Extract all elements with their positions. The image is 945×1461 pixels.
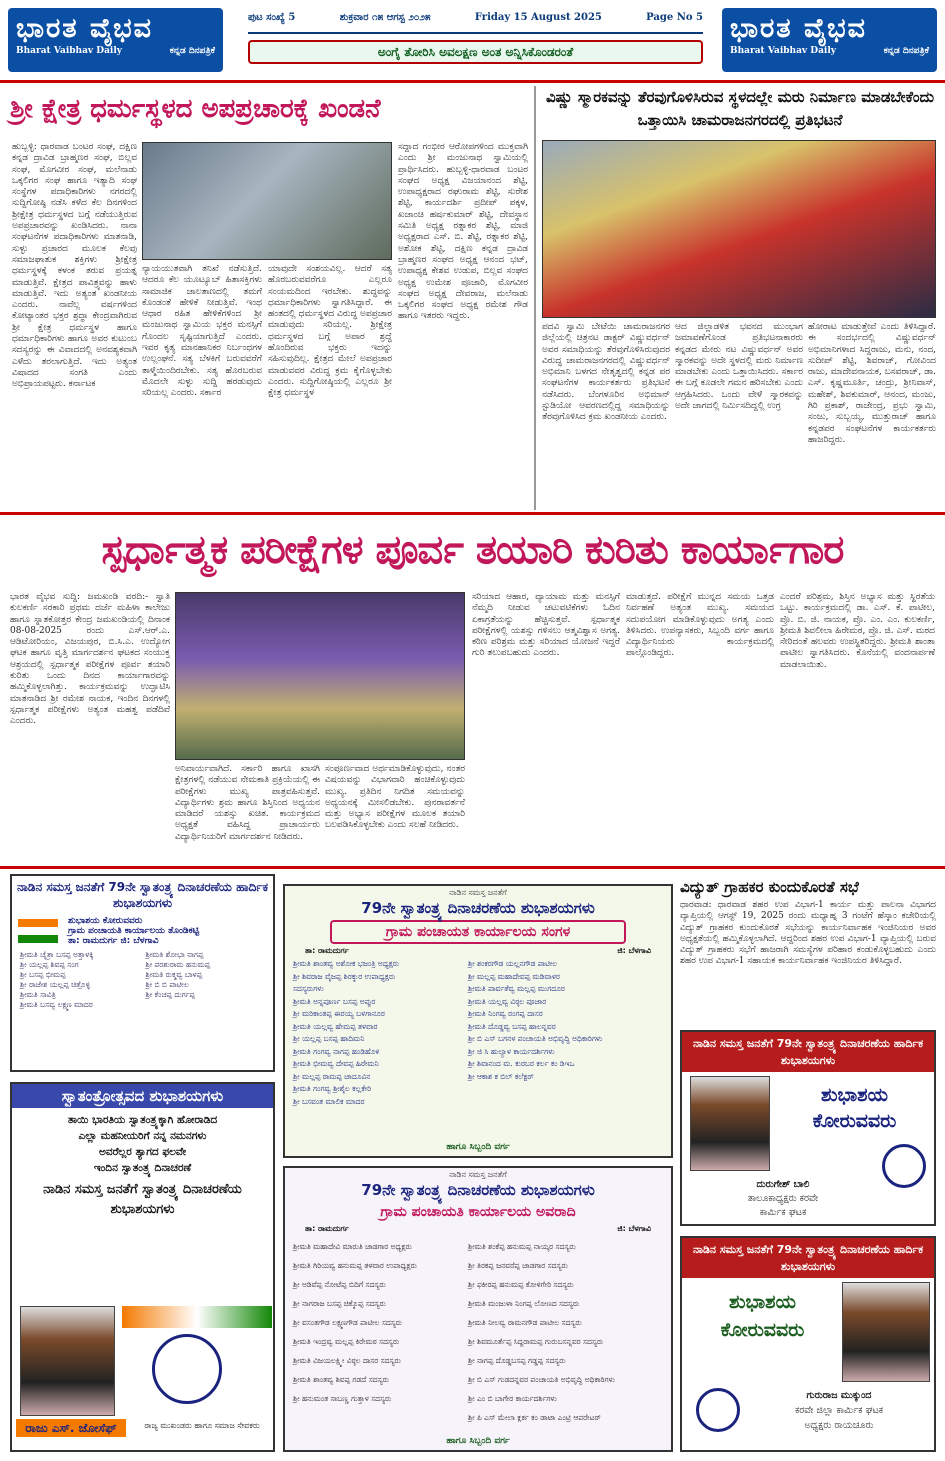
ad-name-list-right: [468, 958, 663, 1108]
list-item: ಶ್ರೀಮತಿ ಶಾಂತವ್ವ ಅಶೋಕ ಭಜಂತ್ರಿ ಅಧ್ಯಕ್ಷರು: [293, 959, 400, 968]
story2-headline: ವಿಷ್ಣು ಸ್ಮಾರಕವನ್ನು ತೆರವುಗೊಳಿಸಿರುವ ಸ್ಥಳದಲ್ಲೇ ಮರು ನಿರ್ಮಾಣ ಮಾಡಬೇಕೆಂದು ಒತ್ತಾಯಿಸಿ ಚಾಮರಾಜನಗರದಲ್ಲಿ ಪ್ರತಿಭಟನೆ: [545, 88, 935, 129]
ad-name-list: [12, 948, 273, 1012]
list-item: ಶ್ರೀಮತಿ ವಿಜಯಲಕ್ಷ್ಮೀ ವಿಠ್ಠಲ ದಾಸರ ಸದಸ್ಯರು: [293, 1356, 401, 1365]
ad-name-list-left: [293, 958, 468, 1108]
ad-footer: ಹಾಗೂ ಸಿಬ್ಬಂದಿ ವರ್ಗ: [446, 1436, 510, 1446]
ad-greeting: ಶುಭಾಶಯ ಕೋರುವವರು: [812, 1084, 897, 1132]
ad-person-role: ಕರವೇ ಜಿಲ್ಲಾ ಕಾರ್ಮಿಕ ಘಟಕ: [794, 1405, 884, 1416]
list-item: ಶ್ರೀ ತಿರಕಪ್ಪ ಜನವರೆಪ್ಪ ಜಾಡಗಾರ ಸದಸ್ಯರು: [468, 1261, 568, 1270]
list-item: ಶ್ರೀ ಜಿ ಸಿ ಹುಲ್ಯಾಳ ಕಾರ್ಯದರ್ಶಿಗಳು: [468, 1046, 555, 1056]
ad-heading: 79ನೇ ಸ್ವಾತಂತ್ರ್ಯ ದಿನಾಚರಣೆಯ ಶುಭಾಶಯಗಳು: [361, 1181, 595, 1199]
masthead-rule: [0, 80, 945, 83]
story3-column-1: ಭಾರತ ವೈಭವ ಸುದ್ದಿ: ಜಮಖಂಡಿ ವರದಿ:- ಸ್ವಾತಿ ಕುಲಕರ್ಣಿ ಸರಕಾರಿ ಪ್ರಥಮ ದರ್ಜೆ ಮಹಿಳಾ ಕಾಲೇಜು ಹಾಗೂ ಸ್ನಾತಕೋತ್ತರ ಕೇಂದ್ರ ಜಮಖಂಡಿಯಲ್ಲಿ ದಿನಾಂಕ 08-08-2025 ರಂದು ಎಸ್.ಆರ್.ಎ. ಆಡಿಟೋರಿಯಂ, ವಿಜಯಪುರ, ಬಿ.ಸಿ.ಎ. ಉದ್ಯೋಗ ಘಟಕ ಹಾಗೂ ವೃತ್ತಿ ಮಾರ್ಗದರ್ಶನ ಘಟಕದ ಸಂಯುಕ್ತ ಆಶ್ರಯದಲ್ಲಿ ಸ್ಪರ್ಧಾತ್ಮಕ ಪರೀಕ್ಷೆಗಳ ಪೂರ್ವ ತಯಾರಿ ಕುರಿತು ಒಂದು ದಿನದ ಕಾರ್ಯಾಗಾರವನ್ನು ಹಮ್ಮಿಕೊಳ್ಳಲಾಗಿತ್ತು. ಕಾರ್ಯಕ್ರಮವನ್ನು ಉದ್ಘಾಟಿಸಿ ಮಾತನಾಡಿದ ಶ್ರೀ ರಮೇಶ ನಾಯಕ, ಇಂದಿನ ದಿನಗಳಲ್ಲಿ ಸ್ಪರ್ಧಾತ್ಮಕ ಪರೀಕ್ಷೆಗಳು ಅತ್ಯಂತ ಮಹತ್ವ ಪಡೆದಿವೆ ಎಂದರು.: [10, 592, 170, 727]
ad-sangala: [283, 884, 673, 1158]
ad-greeting: ನಾಡಿನ ಸಮಸ್ತ ಜನತೆಗೆ ಸ್ವಾತಂತ್ರ್ಯ ದಿನಾಚರಣೆಯ ಶುಭಾಶಯಗಳು: [43, 1182, 242, 1217]
ad-footer: ಹಾಗೂ ಸಿಬ್ಬಂದಿ ವರ್ಗ: [446, 1142, 510, 1152]
page-number: Page No 5: [646, 11, 703, 23]
section-rule: [0, 512, 945, 515]
story3-column-6: ಎಂದರೆ ಪರಿಶ್ರಮ, ಶಿಸ್ತಿನ ಅಭ್ಯಾಸ ಮತ್ತು ಸ್ಥಿರತೆಯ ಒಟ್ಟು. ಕಾರ್ಯಕ್ರಮದಲ್ಲಿ ಡಾ. ಎಸ್. ಕೆ. ಪಾಟೀಲ, ಪ್ರೊ. ಬಿ. ಜಿ. ನಾಯಕ, ಪ್ರೊ. ಎಂ. ಎಂ. ಕುಲಕರ್ಣಿ, ಶ್ರೀಮತಿ ಶಿವಲೀಲಾ ಹಿರೇಮಠ, ಪ್ರೊ. ಜಿ. ಎಸ್. ಮಠದ ಸೇರಿದಂತೆ ಹಲವರು ಉಪಸ್ಥಿತರಿದ್ದರು. ಶ್ರೀಮತಿ ಶಾಂತಾ ಪಾಟೀಲ ಸ್ವಾಗತಿಸಿದರು. ಕೊನೆಯಲ್ಲಿ ವಂದನಾರ್ಪಣೆ ಮಾಡಲಾಯಿತು.: [780, 592, 935, 670]
ad-district: ಜಿ: ಬೆಳಗಾವಿ: [617, 1224, 651, 1233]
list-item: ಶ್ರೀ ಬಿ ಎಸ್ ಗುಡದನ್ನವರ ಪಂಚಾಯತಿ ಅಭಿವೃದ್ಧಿ ಅಧಿಕಾರಿಗಳು: [468, 1375, 616, 1384]
ad-signatory: [746, 1388, 932, 1433]
ad-person-name: ಗುರುರಾಜ ಮುಕ್ಕುಂದ: [806, 1390, 872, 1401]
list-item: ಶ್ರೀ ಎಂ ಬಿ ಬಾಗೇರ ಕಾರ್ಯದರ್ಶಿಗಳು: [468, 1394, 557, 1403]
list-item: ಶ್ರೀ ನಾಗಪ್ಪ ದೊಡ್ಡಬಸಪ್ಪ ಗಡ್ಡಪ್ಪ ಸದಸ್ಯರು: [468, 1356, 566, 1365]
ad-office: ಗ್ರಾಮ ಪಂಚಾಯತ ಕಾರ್ಯಾಲಯ ಸಂಗಳ: [330, 920, 626, 944]
list-item: ಶ್ರೀ ಶಿವಮೂರ್ತೆಪ್ಪ ಸಿದ್ದರಾಮಪ್ಪ ಗುರುಬಸನ್ನವರ ಸದಸ್ಯರು: [468, 1337, 604, 1346]
list-item: ಶ್ರೀಮತಿ ನಿಂಗವ್ವ ರಂಗಪ್ಪ ದಾಸರ: [468, 1009, 543, 1018]
ad-message: [12, 1108, 273, 1180]
message-line: ಎಲ್ಲಾ ಮಹನೀಯರಿಗೆ ನನ್ನ ನಮನಗಳು: [78, 1130, 207, 1142]
ad-heading: ನಾಡಿನ ಸಮಸ್ತ ಜನತೆಗೆ 79ನೇ ಸ್ವಾತಂತ್ರ್ಯ ದಿನಾಚರಣೆಯ ಹಾರ್ದಿಕ ಶುಭಾಶಯಗಳು: [682, 1032, 934, 1072]
list-item: ಶ್ರೀಮತಿ ಅನ್ನಪೂರ್ಣ ಬಸಪ್ಪ ಅಪ್ಪುರ: [293, 996, 376, 1006]
story2-photo: [542, 140, 936, 318]
story1-column-1: ಹುಬ್ಬಳ್ಳಿ: ಧಾರವಾಡ ಬಂಟರ ಸಂಘ, ದಕ್ಷಿಣ ಕನ್ನಡ ದ್ರಾವಿಡ ಬ್ರಾಹ್ಮಣರ ಸಂಘ, ಬಿಲ್ಲವ ಸಂಘ, ಮೊಗವೀರ ಸಂಘ, ಮಲೆನಾಡು ಒಕ್ಕಲಿಗರ ಸಂಘ ಹಾಗೂ ಇತ್ಯಾದಿ ಸಂಘ ಸಂಸ್ಥೆಗಳ ಪದಾಧಿಕಾರಿಗಳು ನಗರದಲ್ಲಿ ಸುದ್ದಿಗೋಷ್ಠಿ ನಡೆಸಿ ಕಳೆದ ಕೆಲ ದಿನಗಳಿಂದ ಶ್ರೀಕ್ಷೇತ್ರ ಧರ್ಮಸ್ಥಳದ ಬಗ್ಗೆ ನಡೆಯುತ್ತಿರುವ ಅಪಪ್ರಚಾರವನ್ನು ಖಂಡಿಸಿದರು. ನಾನಾ ಸಂಘಟನೆಗಳ ಪದಾಧಿಕಾರಿಗಳು ಮಾತನಾಡಿ, ಸುಳ್ಳು ಪ್ರಚಾರದ ಮೂಲಕ ಕೆಲವು ಸಮಾಜಘಾತುಕ ಶಕ್ತಿಗಳು ಶ್ರೀಕ್ಷೇತ್ರ ಧರ್ಮಸ್ಥಳಕ್ಕೆ ಕಳಂಕ ತರುವ ಪ್ರಯತ್ನ ಮಾಡುತ್ತಿವೆ. ಕ್ಷೇತ್ರದ ಪಾವಿತ್ರ್ಯವನ್ನು ಹಾಳು ಮಾಡುತ್ತಿವೆ. ಇದು ಅತ್ಯಂತ ಖಂಡನೀಯ ಎಂದರು. ನಾವೆಲ್ಲ ವರ್ಷಗಳಿಂದ ಕೋಟ್ಯಾಂತರ ಭಕ್ತರ ಶ್ರದ್ಧಾ ಕೇಂದ್ರವಾಗಿರುವ ಶ್ರೀ ಕ್ಷೇತ್ರ ಧರ್ಮಸ್ಥಳ ಹಾಗೂ ಧರ್ಮಾಧಿಕಾರಿಗಳು ಹಾಗೂ ಅವರ ಕುಟುಂಬ ಸದಸ್ಯರನ್ನು ಈ ವಿವಾದದಲ್ಲಿ ಅನವಶ್ಯಕವಾಗಿ ಎಳೆದು ತರಲಾಗುತ್ತಿದೆ. ಇದು ಅತ್ಯಂತ ವಿಷಾದದ ಸಂಗತಿ ಎಂದು ಅಭಿಪ್ರಾಯಪಟ್ಟರು. ಕರ್ನಾಟಕ: [12, 142, 137, 390]
list-item: ಶ್ರೀ ಬಸಪ್ಪ ಭೀಮಪ್ಪ: [20, 970, 66, 979]
logo-english: Bharat Vaibhav Daily: [16, 46, 122, 56]
list-item: ಶ್ರೀಮತಿ ರುಕ್ಮವ್ವ ಬಾಳಪ್ಪ: [145, 970, 203, 979]
story3-column-3: ಸಂಪೂರ್ಣವಾದ ಅರ್ಥಮಾಡಿಕೊಳ್ಳುವುದು, ನಂತರ ವಿಷಯವನ್ನು ವಿಭಾಗವಾರಿ ಹಂಚಿಕೊಳ್ಳುವುದು ಮುಖ್ಯ. ಪ್ರತಿದಿನ ನಿಗದಿತ ಸಮಯವನ್ನು ಅಧ್ಯಯನಕ್ಕೆ ಮೀಸಲಿಡಬೇಕು. ಪುನರಾವರ್ತನೆ ಮತ್ತು ಅಭ್ಯಾಸ ಪರೀಕ್ಷೆಗಳ ಮೂಲಕ ತಯಾರಿ ಬಲಪಡಿಸಿಕೊಳ್ಳಬೇಕು ಎಂದು ಸಲಹೆ ನೀಡಿದರು.: [325, 764, 465, 831]
logo-right: [722, 8, 937, 72]
list-item: ಶ್ರೀಮತಿ ಗಿರಿಯವ್ವ ಹನುಮಪ್ಪ ತಳವಾರ ಉಪಾಧ್ಯಕ್ಷರು: [293, 1261, 417, 1270]
ad-taluk: ತಾ: ರಾಮದುರ್ಗ ಜಿ: ಬೆಳಗಾವಿ: [68, 936, 159, 946]
logo-title: ಭಾರತ ವೈಭವ: [730, 13, 867, 44]
meta-divider: [248, 32, 703, 34]
list-item: ಶ್ರೀ ಮರಿಕಾಂತಪ್ಪ ಈರಯ್ಯ ಬಳಗಾನೂರ: [293, 1009, 385, 1018]
ad-person-name: ರಾಜು ಎಸ್. ಜೋಸೆಫ್: [16, 1419, 126, 1437]
ad-durugesh-bali: [680, 1030, 936, 1226]
list-item: ಶ್ರೀಮತಿ ಮಹಾದೇವಿ ಮಾರುತಿ ಜಾಡಗಾರ ಅಧ್ಯಕ್ಷರು: [293, 1242, 412, 1251]
ashoka-chakra-icon: [152, 1334, 222, 1404]
ad-gururaja: [680, 1236, 936, 1452]
list-item: ಶ್ರೀಮತಿ ಗಂಗವ್ವ ನಾಗಪ್ಪ ಹಂಡಿಹೊಳಿ: [293, 1046, 380, 1056]
logo-subtitle: ಕನ್ನಡ ದಿನಪತ್ರಿಕೆ: [169, 46, 215, 56]
portrait-photo: [690, 1076, 770, 1171]
ad-heading: ಸ್ವಾತಂತ್ರೋತ್ಸವದ ಶುಭಾಶಯಗಳು: [12, 1084, 273, 1108]
list-item: ಶ್ರೀ ಫಕೀರಪ್ಪ ಹನುಮಪ್ಪ ಕೋಳಿಗೇರಿ ಸದಸ್ಯರು: [468, 1280, 574, 1289]
list-item: ಶ್ರೀ ಪಿ ಎಸ್ ಮೇಲಾ ಕ್ಲರ್ಕ ಕಂ ಡಾಟಾ ಎಂಟ್ರಿ ಆಪರೇಟರ್: [468, 1413, 601, 1422]
list-item: ಶ್ರೀ ಹನುಮಂತ ಸಾಬಣ್ಣ ಗುತ್ತಾಳ ಸದಸ್ಯರು: [293, 1394, 392, 1403]
ad-person-unit: ಅಧ್ಯಕ್ಷರು ರಾಯಚೂರು: [804, 1420, 874, 1431]
date-english: Friday 15 August 2025: [474, 11, 602, 23]
ad-taluk: ತಾ: ರಾಮದುರ್ಗ: [305, 946, 349, 955]
list-item: ಶ್ರೀಮತಿ ಶೋಭಾ ನಾಗಪ್ಪ: [145, 950, 204, 959]
story1-column-3: ಯಾವುದೇ ಸಂಶಯವಿಲ್ಲ. ಆದರೆ ಸತ್ಯ ಹೊರಬರುವವರೆಗೂ ಎಲ್ಲರೂ ಸಂಯಮದಿಂದ ಇರಬೇಕು. ಶುದ್ಧವನ್ನು ಧರ್ಮಾಧಿಕಾರಿಗಳು ಸ್ವಾಗತಿಸಿದ್ದಾರೆ. ಈ ಹಂತದಲ್ಲಿ ಧರ್ಮಸ್ಥಳದ ವಿರುದ್ಧ ಅಪಪ್ರಚಾರ ಮಾಡುವುದು ಸರಿಯಲ್ಲ. ಶ್ರೀಕ್ಷೇತ್ರ ಧರ್ಮಸ್ಥಳದ ಬಗ್ಗೆ ಅಪಾರ ಶ್ರದ್ಧೆ ಹೊಂದಿರುವ ಭಕ್ತರು ಇದನ್ನು ಸಹಿಸುವುದಿಲ್ಲ. ಕ್ಷೇತ್ರದ ಮೇಲೆ ಅಪಪ್ರಚಾರ ಮಾಡುವವರ ವಿರುದ್ಧ ಕ್ರಮ ಕೈಗೊಳ್ಳಬೇಕು ಎಂದರು. ಸುದ್ದಿಗೋಷ್ಠಿಯಲ್ಲಿ ಎಲ್ಲರೂ ಶ್ರೀ ಕ್ಷೇತ್ರ ಧರ್ಮಸ್ಥಳ: [268, 264, 392, 399]
ad-office: ಗ್ರಾಮ ಪಂಚಾಯತಿ ಕಾರ್ಯಾಲಯ ಅವರಾದಿ: [380, 1204, 576, 1220]
list-item: ಶ್ರೀಮತಿ ಪಾರ್ವತೆವ್ವ ಮಲ್ಲಪ್ಪ ಮುಗದೂರ: [468, 984, 565, 993]
date-kannada: ಶುಕ್ರವಾರ ೧೫ ಆಗಸ್ಟ ೨೦೨೫: [339, 11, 431, 23]
ad-greeting: ಶುಭಾಶಯ ಕೋರುವವರು: [720, 1291, 805, 1341]
ashoka-chakra-icon: [882, 1144, 926, 1188]
list-item: ಶ್ರೀಮತಿ ದೊಡ್ಡವ್ವ ಬಸಪ್ಪ ಹಾಲನ್ನವರ: [468, 1021, 556, 1031]
story1-headline: ಶ್ರೀ ಕ್ಷೇತ್ರ ಧರ್ಮಸ್ಥಳದ ಅಪಪ್ರಚಾರಕ್ಕೆ ಖಂಡನೆ: [10, 94, 381, 124]
list-item: ಶ್ರೀ ಯಲ್ಲಪ್ಪ ಬಸಪ್ಪ ಹಾದಿಮನಿ: [293, 1034, 365, 1043]
list-item: ಶ್ರೀ ಆಕಾಶ ಕ ಬಿಲ್ ಕಲೆಕ್ಟರ್: [468, 1071, 534, 1081]
ad-pre-heading: ನಾಡಿನ ಸಮಸ್ತ ಜನತೆಗೆ: [449, 888, 507, 897]
message-line: ಅವರೆಲ್ಲರ ತ್ಯಾಗದ ಫಲವೇ: [98, 1146, 187, 1158]
tagline: ಅಂಗೈ ತೋರಿಸಿ ಅವಲಕ್ಷಣ ಅಂತ ಅನ್ನಿಸಿಕೊಂಡರಂತೆ: [248, 40, 703, 64]
logo-title: ಭಾರತ ವೈಭವ: [16, 13, 153, 44]
story3-headline: ಸ್ಪರ್ಧಾತ್ಮಕ ಪರೀಕ್ಷೆಗಳ ಪೂರ್ವ ತಯಾರಿ ಕುರಿತು ಕಾರ್ಯಾಗಾರ: [101, 527, 844, 573]
story2-column-1: ಪದವಿ ಸ್ವಾಮಿ ಬೇಟೆಯಿ ಚಾಮರಾಜನಗರ ಜಿಲ್ಲೆಯಲ್ಲಿ ಚಿತ್ರನಟ ಡಾಕ್ಟರ್ ವಿಷ್ಣುವರ್ಧನ್ ಅವರ ಸಮಾಧಿಯನ್ನು ತೆರವುಗೊಳಿಸಿರುವುದರ ವಿರುದ್ಧ ಚಾಮರಾಜನಗರದಲ್ಲಿ ವಿಷ್ಣುವರ್ಧನ್ ಅಭಿಮಾನಿ ಬಳಗದ ನೇತೃತ್ವದಲ್ಲಿ ಕನ್ನಡ ಪರ ಸಂಘಟನೆಗಳ ಕಾರ್ಯಕರ್ತರು ಪ್ರತಿಭಟನೆ ನಡೆಸಿದರು. ಬೆಂಗಳೂರಿನ ಅಭಿಮಾನ್ ಸ್ಟುಡಿಯೋ ಆವರಣದಲ್ಲಿದ್ದ ಸಮಾಧಿಯನ್ನು ತೆರವುಗೊಳಿಸಿದ ಕ್ರಮ ಖಂಡನೀಯ ಎಂದರು.: [542, 322, 670, 423]
list-item: ಶ್ರೀಮತಿ ಶಾಂತವ್ವ ಶಿವಪ್ಪ ಗಡದೆ ಸದಸ್ಯರು: [293, 1375, 389, 1384]
ad-pre-heading: ನಾಡಿನ ಸಮಸ್ತ ಜನತೆಗೆ: [449, 1170, 507, 1179]
ashoka-chakra-icon: [696, 1388, 740, 1432]
list-item: ಶ್ರೀ ನಾಗರಾಜ ಬಸಪ್ಪ ಚಿಕ್ಕೊಪ್ಪ ಸದಸ್ಯರು: [293, 1299, 386, 1308]
ad-avaradi: [283, 1166, 673, 1452]
story1-column-4: ಸದ್ದಾದ ಗಂಭೀರ ಆರೋಪಗಳಿಂದ ಮುಕ್ತವಾಗಿ ಎಂದು ಶ್ರೀ ಮಂಜುನಾಥ ಸ್ವಾಮಿಯಲ್ಲಿ ಪ್ರಾರ್ಥಿಸಿದರು. ಹುಬ್ಬಳ್ಳಿ-ಧಾರವಾಡ ಬಂಟರ ಸಂಘದ ಅಧ್ಯಕ್ಷ ವಿಜಯಾನಂದ ಶೆಟ್ಟಿ, ಉಪಾಧ್ಯಕ್ಷರಾದ ರಘುರಾಮ ಶೆಟ್ಟಿ, ಸುರೇಶ ಶೆಟ್ಟಿ, ಕಾರ್ಯದರ್ಶಿ ಪ್ರದೀಪ್ ಪಕ್ಕಳ, ಖಜಾಂಚಿ ಹರ್ಷಕುಮಾರ್ ಶೆಟ್ಟಿ, ದೇವಸ್ಥಾನ ಸಮಿತಿ ಅಧ್ಯಕ್ಷ ರತ್ನಾಕರ ಶೆಟ್ಟಿ, ಮಾಜಿ ಅಧ್ಯಕ್ಷರಾದ ಎಸ್. ಬಿ. ಶೆಟ್ಟಿ, ರತ್ನಾಕರ ಶೆಟ್ಟಿ, ಅಶೋಕ ಶೆಟ್ಟಿ, ದಕ್ಷಿಣ ಕನ್ನಡ ದ್ರಾವಿಡ ಬ್ರಾಹ್ಮಣರ ಸಂಘದ ಅಧ್ಯಕ್ಷ ಆನಂದ ಭಟ್, ಉಪಾಧ್ಯಕ್ಷ ಕೇಶವ ಉಡುಪ, ಬಿಲ್ಲವ ಸಂಘದ ಅಧ್ಯಕ್ಷ ಉಮೇಶ ಪೂಜಾರಿ, ಮೊಗವೀರ ಸಂಘದ ಅಧ್ಯಕ್ಷ ದೇವರಾಜ, ಮಲೆನಾಡು ಒಕ್ಕಲಿಗರ ಸಂಘದ ಅಧ್ಯಕ್ಷ ರಮೇಶ ಗೌಡ ಹಾಗೂ ಇತರರು ಇದ್ದರು.: [398, 142, 528, 322]
story3-column-5: ಮಾಡುತ್ತದೆ. ಪರೀಕ್ಷೆಗೆ ಮುನ್ನದ ಸಮಯ ಒತ್ತಡ ನಿರ್ವಹಣೆ ಅತ್ಯಂತ ಮುಖ್ಯ. ಸಮಯದ ಸದುಪಯೋಗ ಮಾಡಿಕೊಳ್ಳುವುದು ಅಗತ್ಯ ಎಂದು ತಿಳಿಸಿದರು. ಉಪನ್ಯಾಸಕರು, ಸಿಬ್ಬಂದಿ ವರ್ಗ ಹಾಗೂ ವಿದ್ಯಾರ್ಥಿನಿಯರು ಕಾರ್ಯಕ್ರಮದಲ್ಲಿ ಪಾಲ್ಗೊಂಡಿದ್ದರು.: [626, 592, 774, 659]
list-item: ಶ್ರೀ ಶಿವಾನಂದ ಮ. ಕುರಬರ ಕರ್ಲ ಕಂ ಡಿಇಒ: [468, 1059, 575, 1068]
message-line: ತಾಯಿ ಭಾರತಿಯ ಸ್ವಾತಂತ್ರ್ಯಕ್ಕಾಗಿ ಹೋರಾಡಿದ: [67, 1114, 218, 1126]
list-item: ಶ್ರೀ ಬಿ ಬಿ ಪಾಟೀಲ: [145, 980, 189, 989]
list-item: ಶ್ರೀ ಪರಶುರಾಮ ಹನುಮಪ್ಪ: [145, 960, 211, 969]
section-rule: [0, 866, 945, 869]
list-item: ಶ್ರೀ ಅಡಿವೆಪ್ಪ ನೋಟೆಪ್ಪ ಬಿದಿಗೆ ಸದಸ್ಯರು: [293, 1280, 386, 1289]
flag-icon: [18, 919, 58, 943]
list-item: ಶ್ರೀಮತಿ ಚೈತ್ರಾ ಬಸಪ್ಪ ಅತ್ತಾಳಕ್ಕಿ: [20, 950, 94, 959]
list-item: ಶ್ರೀಮತಿ ಬಸವ್ವ ಲಕ್ಷ್ಮಣ ಮಾದರ: [20, 1000, 93, 1009]
ad-person-role: ತಾಲೂಕಾಧ್ಯಕ್ಷರು ಕರವೇ: [747, 1193, 819, 1204]
list-item: ಶ್ರೀಮತಿ ನೀಲವ್ವ ರಾಮನಗೌಡ ಪಾಟೀಲ ಸದಸ್ಯರು: [468, 1318, 582, 1327]
logo-english: Bharat Vaibhav Daily: [730, 46, 836, 56]
issue-number: ಪುಟ ಸಂಖ್ಯೆ 5: [248, 11, 296, 23]
ad-raju-joseph: [10, 1082, 275, 1452]
ad-signatory: [688, 1178, 878, 1220]
list-item: ಶ್ರೀಮತಿ ಯಲ್ಲವ್ವ ವಿಠ್ಠಲ ಪೂಜಾರ: [468, 996, 547, 1006]
ad-person-role: ರಾಜ್ಯ ಮುಖಂಡರು ಹಾಗೂ ಸಮಾಜ ಸೇವಕರು: [144, 1421, 260, 1430]
tricolor-ribbon: [122, 1306, 272, 1328]
list-item: ಶ್ರೀ ವಸಂತಗೌಡ ಲಕ್ಷ್ಮಣಗೌಡ ಪಾಟೀಲ ಸದಸ್ಯರು: [293, 1318, 403, 1327]
list-item: ಶ್ರೀ ಬಸವಂತ ಮಾಲಿಕ ಮಾದರ: [293, 1096, 365, 1106]
logo-subline: [730, 46, 929, 56]
list-item: ಶ್ರೀ ಶಿವರಾಜ ವೈಜಪ್ಪ ಶಿರಕ್ಕುರ ಉಪಾಧ್ಯಕ್ಷರು: [293, 971, 396, 981]
list-item: ಶ್ರೀ ಶಂಕರಗೌಡ ಯಲ್ಲನಗೌಡ ಪಾಟೀಲ: [468, 959, 558, 968]
ad-heading: ನಾಡಿನ ಸಮಸ್ತ ಜನತೆಗೆ 79ನೇ ಸ್ವಾತಂತ್ರ್ಯ ದಿನಾಚರಣೆಯ ಹಾರ್ದಿಕ ಶುಭಾಶಯಗಳು: [682, 1238, 934, 1278]
logo-left: [8, 8, 223, 72]
story2-column-3: ಹೋರಾಟ ಮಾಡುತ್ತೇವೆ ಎಂದು ತಿಳಿಸಿದ್ದಾರೆ. ಈ ಸಂದರ್ಭದಲ್ಲಿ ವಿಷ್ಣುವರ್ಧನ್ ಅಭಿಮಾನಿಗಳಾದ ಸಿದ್ದರಾಜು, ಮನು, ನಂದ, ಸುದೀಪ್ ಶೆಟ್ಟಿ, ಶಿವರಾಜ್, ಗೋವಿಂದ ರಾಜು, ಮಾದೇವನಾಯಕ, ಬಸವರಾಜ್, ಡಾ. ಎಸ್. ಕೃಷ್ಣಮೂರ್ತಿ, ಚಂದ್ರು, ಶ್ರೀನಿವಾಸ್, ಮಹೇಶ್, ಶಿವಕುಮಾರ್, ಆನಂದ, ಮಂಜು, ಗಿರಿ ಪ್ರಕಾಶ್, ರಾಜೇಂದ್ರ, ಪ್ರಭು ಸ್ವಾಮಿ, ಸಂಜು, ಸುಬ್ಬಯ್ಯ, ಮುತ್ತುರಾಜ್ ಹಾಗೂ ಕನ್ನಡಪರ ಸಂಘಟನೆಗಳ ಕಾರ್ಯಕರ್ತರು ಹಾಜರಿದ್ದರು.: [808, 322, 936, 445]
ad-taluk: ತಾ: ರಾಮದುರ್ಗ: [305, 1224, 349, 1233]
story1-photo: [142, 142, 392, 260]
list-item: ಶ್ರೀಮತಿ ಭೀಮವ್ವ ದೇವಪ್ಪ ಹಿರೇಮನಿ: [293, 1059, 379, 1068]
story2-column-2: ಆದ ಜಿಲ್ಲಾಡಳಿತ ಭವನದ ಮುಂಭಾಗ ಜಮಾವಣೆಗೊಂಡ ಪ್ರತಿಭಟನಾಕಾರರು ಕನ್ನಡದ ಮೇರು ನಟ ವಿಷ್ಣುವರ್ಧನ್ ಅವರ ಸ್ಮಾರಕವನ್ನು ಅದೇ ಸ್ಥಳದಲ್ಲಿ ಮರು ನಿರ್ಮಾಣ ಮಾಡಬೇಕು ಎಂದು ಒತ್ತಾಯಿಸಿದರು. ಸರ್ಕಾರ ಈ ಬಗ್ಗೆ ಕೂಡಲೇ ಗಮನ ಹರಿಸಬೇಕು ಎಂದು ಆಗ್ರಹಿಸಿದರು. ಒಂದು ವೇಳೆ ಸ್ಮಾರಕವನ್ನು ಅದೇ ಜಾಗದಲ್ಲಿ ನಿರ್ಮಿಸದಿದ್ದಲ್ಲಿ ಉಗ್ರ: [675, 322, 803, 412]
ad-subheading: ಶುಭಾಶಯ ಕೋರುವವರು: [68, 916, 143, 926]
ad-person-name: ದುರುಗೇಶ್ ಬಾಲಿ: [756, 1179, 810, 1190]
portrait-photo: [842, 1282, 930, 1382]
list-item: ಶ್ರೀ ಕೆಂಚಪ್ಪ ದುರ್ಗಪ್ಪ: [145, 990, 195, 999]
list-item: ಶ್ರೀ ಮಲ್ಲಪ್ಪ ಮಹಾದೇವಪ್ಪ ಮಡಿವಾಳರ: [468, 971, 560, 981]
ad-heading: 79ನೇ ಸ್ವಾತಂತ್ರ್ಯ ದಿನಾಚರಣೆಯ ಶುಭಾಶಯಗಳು: [361, 899, 595, 917]
list-item: ಶ್ರೀಮತಿ ಸಾವಿತ್ರಿ: [20, 990, 56, 999]
logo-subline: [16, 46, 215, 56]
logo-subtitle: ಕನ್ನಡ ದಿನಪತ್ರಿಕೆ: [883, 46, 929, 56]
ad-name-list-right: [468, 1237, 663, 1427]
column-divider: [534, 86, 536, 510]
ad-district: ಜಿ: ಬೆಳಗಾವಿ: [617, 946, 651, 955]
story4-body: ಧಾರವಾಡ: ಧಾರವಾಡ ಶಹರ ಉಪ ವಿಭಾಗ-1 ಕಾರ್ಯ ಮತ್ತು ಪಾಲನಾ ವಿಭಾಗದ ವ್ಯಾಪ್ತಿಯಲ್ಲಿ ಆಗಸ್ಟ್ 19, 2025 ರಂದು ಮಧ್ಯಾಹ್ನ 3 ಗಂಟೆಗೆ ಹೆಸ್ಕಾಂ ಕಚೇರಿಯಲ್ಲಿ ವಿದ್ಯುತ್ ಗ್ರಾಹಕರ ಕುಂದುಕೊರತೆ ಸಭೆಯನ್ನು ಕಾರ್ಯನಿರ್ವಾಹಕ ಇಂಜಿನಿಯರ ಅವರ ಅಧ್ಯಕ್ಷತೆಯಲ್ಲಿ ಹಮ್ಮಿಕೊಳ್ಳಲಾಗಿದೆ. ಆದ್ದರಿಂದ ಶಹರ ಉಪ ವಿಭಾಗ-1 ವ್ಯಾಪ್ತಿಯಲ್ಲಿ ಬರುವ ವಿದ್ಯುತ್ ಗ್ರಾಹಕರು ಸಭೆಗೆ ಹಾಜರಾಗಿ ಸಮಸ್ಯೆಗಳ ಪರಿಹಾರ ಕಂಡುಕೊಳ್ಳಬಹುದು ಎಂದು ಶಹರ ಉಪ ವಿಭಾಗ-1 ಸಹಾಯಕ ಕಾರ್ಯನಿರ್ವಾಹಕ ಇಂಜಿನಿಯರ ತಿಳಿಸಿದ್ದಾರೆ.: [680, 900, 936, 967]
story3-column-4: ಸರಿಯಾದ ಆಹಾರ, ವ್ಯಾಯಾಮ ಮತ್ತು ಮನಸ್ಸಿಗೆ ನೆಮ್ಮದಿ ನೀಡುವ ಚಟುವಟಿಕೆಗಳು ಓದಿನ ಏಕಾಗ್ರತೆಯನ್ನು ಹೆಚ್ಚಿಸುತ್ತವೆ. ಸ್ಪರ್ಧಾತ್ಮಕ ಪರೀಕ್ಷೆಗಳಲ್ಲಿ ಯಶಸ್ಸು ಗಳಿಸಲು ಆತ್ಮವಿಶ್ವಾಸ ಅಗತ್ಯ. ಕಠಿಣ ಪರಿಶ್ರಮ ಮತ್ತು ಸರಿಯಾದ ಯೋಜನೆ ಇದ್ದರೆ ಗುರಿ ತಲುಪಬಹುದು ಎಂದರು.: [472, 592, 620, 659]
story1-column-2: ನ್ಯಾಯಯುತವಾಗಿ ತನಿಖೆ ನಡೆಸುತ್ತಿದೆ. ಆದರೂ ಕೆಲ ಯೂಟ್ಯೂಬ್ ಹಿತಾಸಕ್ತಿಗಳು ಸಾಮಾಜಿಕ ಜಾಲತಾಣದಲ್ಲಿ ತಮಗೆ ಕೊಂಡಂತೆ ಹೇಳಿಕೆ ನೀಡುತ್ತಿವೆ. ಇಂಥ ಆಧಾರ ರಹಿತ ಹೇಳಿಕೆಗಳಿಂದ ಶ್ರೀ ಮಂಜುನಾಥ ಸ್ವಾಮಿಯ ಭಕ್ತರ ಮನಸ್ಸಿಗೆ ಗೊಂದಲ ಸೃಷ್ಟಿಯಾಗುತ್ತಿದೆ ಎಂದರು. ಇವರ ಕೃತ್ಯ ಮಾನಹಾನಿಕರ ನಿರ್ಬಂಧಗಳ ಉಲ್ಲಂಘನೆ. ಸತ್ಯ ಬೆಳಕಿಗೆ ಬರುವವರೆಗೆ ತಾಳ್ಮೆಯಿಂದಿರಬೇಕು. ಸತ್ಯ ಹೊರಬರುವ ಮೊದಲೇ ಸುಳ್ಳು ಸುದ್ದಿ ಹರಡುವುದು ಸರಿಯಲ್ಲ ಎಂದರು. ಸರ್ಕಾರ: [142, 264, 262, 399]
list-item: ಶ್ರೀ ಮಲ್ಲಪ್ಪ ರಾಮಪ್ಪ ಜಾದೂವಿನ: [293, 1071, 371, 1081]
issue-meta: [248, 6, 703, 28]
list-item: ಶ್ರೀಮತಿ ಗಂಗವ್ವ ಶ್ರೀಶೈಲ ಕಲ್ಲಕೇರಿ: [293, 1084, 372, 1093]
story3-column-2: ಅನಿವಾರ್ಯವಾಗಿದೆ. ಸರ್ಕಾರಿ ಹಾಗೂ ಖಾಸಗಿ ಕ್ಷೇತ್ರಗಳಲ್ಲಿ ನಡೆಯುವ ನೇಮಕಾತಿ ಪ್ರಕ್ರಿಯೆಯಲ್ಲಿ ಈ ಪರೀಕ್ಷೆಗಳು ಮುಖ್ಯ ಪಾತ್ರವಹಿಸುತ್ತವೆ. ವಿದ್ಯಾರ್ಥಿಗಳು ಶ್ರಮ ಹಾಗೂ ಶಿಸ್ತಿನಿಂದ ಅಧ್ಯಯನ ಮಾಡಿದರೆ ಯಶಸ್ಸು ಖಚಿತ. ಕಾರ್ಯಕ್ರಮದ ಅಧ್ಯಕ್ಷತೆ ವಹಿಸಿದ್ದ ಪ್ರಾಚಾರ್ಯರು ವಿದ್ಯಾರ್ಥಿನಿಯರಿಗೆ ಮಾರ್ಗದರ್ಶನ ನೀಡಿದರು.: [175, 764, 320, 842]
ad-name-list-left: [293, 1237, 468, 1427]
list-item: ಶ್ರೀಮತಿ ಮಂಜುಳಾ ನಿಂಗಪ್ಪ ಲೋಣದ ಸದಸ್ಯರು: [468, 1299, 580, 1308]
ad-office: ಗ್ರಾಮ ಪಂಚಾಯತಿ ಕಾರ್ಯಾಲಯ ತೊಂಡಿಕಟ್ಟಿ: [68, 926, 200, 936]
story4-headline: ವಿದ್ಯುತ್ ಗ್ರಾಹಕರ ಕುಂದುಕೊರತೆ ಸಭೆ: [680, 878, 859, 896]
masthead: [0, 0, 945, 80]
list-item: ಶ್ರೀ ಬಿ ಎಸ್ ಬಗನಳ ಪಂಚಾಯತಿ ಅಭಿವೃದ್ಧಿ ಅಧಿಕಾರಿಗಳು: [468, 1034, 603, 1043]
list-item: ಶ್ರೀ ಯಲ್ಲಪ್ಪ ಶಿವಪ್ಪ ಸಂಗ: [20, 960, 79, 969]
portrait-photo: [20, 1306, 115, 1416]
ad-heading: ನಾಡಿನ ಸಮಸ್ತ ಜನತೆಗೆ 79ನೇ ಸ್ವಾತಂತ್ರ್ಯ ದಿನಾಚರಣೆಯ ಹಾರ್ದಿಕ ಶುಭಾಶಯಗಳು: [12, 876, 273, 914]
ad-tondikatti: [10, 874, 275, 1072]
list-item: ಶ್ರೀಮತಿ ಶಂಕೆಪ್ಪ ಹನುಮಪ್ಪ ನಾಯ್ಕರ ಸದಸ್ಯರು: [468, 1242, 576, 1251]
list-item: ಸದಸ್ಯರುಗಳು: [293, 984, 324, 993]
list-item: ಶ್ರೀ ರಾಜೇಶ ಯಲ್ಲಪ್ಪ ಚಿತ್ರೊಳ್ಳಿ: [20, 980, 91, 989]
list-item: ಶ್ರೀಮತಿ ಇಂದ್ರವ್ವ ಮಲ್ಲಪ್ಪ ಕಿರೇಮಠ ಸದಸ್ಯರು: [293, 1337, 400, 1346]
ad-person-unit: ಕಾರ್ಮಿಕ ಘಟಕ: [759, 1207, 807, 1218]
story3-photo: [175, 592, 465, 760]
list-item: ಶ್ರೀಮತಿ ಯಲ್ಲವ್ವ ಹೇಮಪ್ಪ ತಳವಾರ: [293, 1021, 378, 1031]
message-line: ಇಂದಿನ ಸ್ವಾತಂತ್ರ್ಯ ದಿನಾಚರಣೆ: [93, 1162, 192, 1174]
